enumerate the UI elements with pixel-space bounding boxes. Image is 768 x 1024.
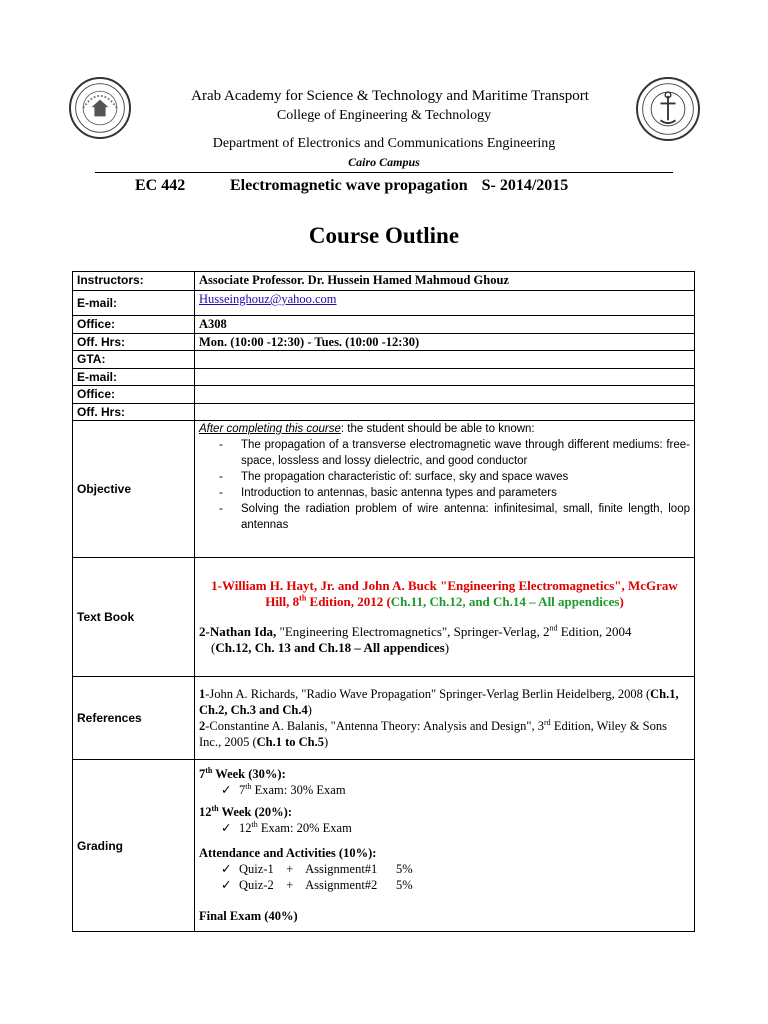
gta-office-label: Office: xyxy=(73,386,195,404)
textbook-label: Text Book xyxy=(73,558,195,677)
grading-label: Grading xyxy=(73,760,195,932)
textbook-1: 1-William H. Hayt, Jr. and John A. Buck "Engineering Electromagnetics", McGraw Hill, 8th Edition, 2012 (Ch.11, Ch.12, and Ch.14 – All appendices) xyxy=(211,578,678,609)
instructor-email-link[interactable]: Husseinghouz@yahoo.com xyxy=(199,292,337,306)
objective-intro: After completing this course: the student should be able to known: xyxy=(199,423,535,435)
references-label: References xyxy=(73,677,195,760)
textbook-2: 2-Nathan Ida, "Engineering Electromagnetics", Springer-Verlag, 2nd Edition, 2004 (Ch.12, Ch. 13 and Ch.18 – All appendices) xyxy=(199,623,632,655)
gta-email-value xyxy=(195,369,695,386)
office-label: Office: xyxy=(73,316,195,334)
grading-week7-item: ✓ 7th Exam: 30% Exam xyxy=(221,781,346,797)
checkmark-icon: ✓ xyxy=(221,862,232,876)
department-name: Department of Electronics and Communications Engineering xyxy=(212,136,556,151)
checkmark-icon: ✓ xyxy=(221,821,232,835)
college-name: College of Engineering & Technology xyxy=(276,108,492,123)
reference-1: 1-John A. Richards, "Radio Wave Propagation" Springer-Verlag Berlin Heidelberg, 2008 (Ch.1, Ch.2, Ch.3 and Ch.4) xyxy=(199,687,679,717)
checkmark-icon: ✓ xyxy=(221,878,232,892)
gta-email-label: E-mail: xyxy=(73,369,195,386)
course-code: EC 442 xyxy=(135,177,186,194)
email-label: E-mail: xyxy=(73,291,195,316)
objective-list xyxy=(199,437,690,533)
grading-week7: 7th Week (30%): xyxy=(199,765,286,781)
campus-name: Cairo Campus xyxy=(348,155,420,169)
header-divider xyxy=(95,172,673,173)
gta-office-hours-value xyxy=(195,404,695,421)
objective-content xyxy=(195,421,695,558)
objective-item: - Introduction to antennas, basic antenna types and parameters xyxy=(219,485,690,501)
reference-2: 2-Constantine A. Balanis, "Antenna Theory: Analysis and Design", 3rd Edition, Wiley & Sons Inc., 2005 (Ch.1 to Ch.5) xyxy=(199,717,667,749)
grading-final: Final Exam (40%) xyxy=(199,909,298,923)
gta-office-hours-label: Off. Hrs: xyxy=(73,404,195,421)
course-outline-table xyxy=(72,271,695,932)
grading-content xyxy=(195,760,695,932)
instructors-value: Associate Professor. Dr. Hussein Hamed Mahmoud Ghouz xyxy=(195,272,695,291)
textbook-content xyxy=(195,558,695,677)
semester: S- 2014/2015 xyxy=(481,177,569,194)
office-hours-label: Off. Hrs: xyxy=(73,334,195,351)
objective-item: - Solving the radiation problem of wire antenna: infinitesimal, small, finite length, loop antennas xyxy=(219,501,690,533)
grading-week12: 12th Week (20%): xyxy=(199,803,292,819)
grading-week12-item: ✓ 12th Exam: 20% Exam xyxy=(221,819,352,835)
academy-name: Arab Academy for Science & Technology and Maritime Transport xyxy=(191,88,589,104)
references-content xyxy=(195,677,695,760)
grading-quiz1: ✓ Quiz-1 + Assignment#1 5% xyxy=(221,862,413,876)
office-hours-value: Mon. (10:00 -12:30) - Tues. (10:00 -12:30) xyxy=(195,334,695,351)
objective-item: - The propagation of a transverse electromagnetic wave through different mediums: free-space, lossless and lossy dielectric, and good conductor xyxy=(219,437,690,469)
gta-label: GTA: xyxy=(73,351,195,369)
office-value: A308 xyxy=(195,316,695,334)
gta-office-value xyxy=(195,386,695,404)
course-name: Electromagnetic wave propagation xyxy=(230,177,468,194)
instructors-label: Instructors: xyxy=(73,272,195,291)
grading-quiz2: ✓ Quiz-2 + Assignment#2 5% xyxy=(221,878,413,892)
objective-label: Objective xyxy=(73,421,195,558)
objective-item: - The propagation characteristic of: surface, sky and space waves xyxy=(219,469,690,485)
gta-value xyxy=(195,351,695,369)
grading-attendance: Attendance and Activities (10%): xyxy=(199,846,377,860)
course-line xyxy=(135,177,568,195)
page-title: Course Outline xyxy=(308,223,460,248)
checkmark-icon: ✓ xyxy=(221,783,232,797)
